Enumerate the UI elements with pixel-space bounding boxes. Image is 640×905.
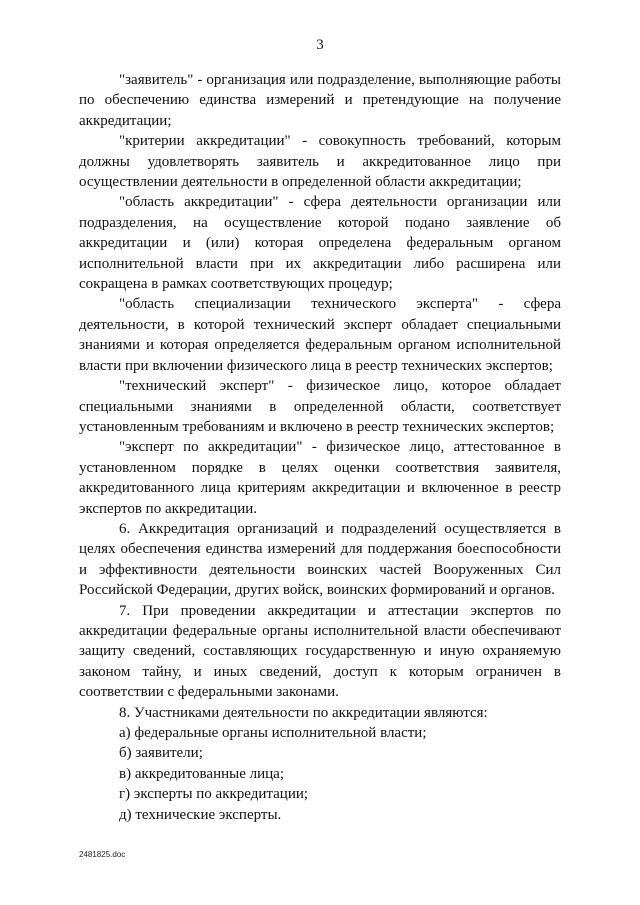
- footer-file-name: 2481825.doc: [79, 850, 126, 859]
- list-item: г) эксперты по аккредитации;: [119, 786, 309, 803]
- list-item: в) аккредитованные лица;: [119, 765, 284, 782]
- definition-expert-specialization: "область специализации технического эксперта" - сфера деятельности, в которой технический эксперт обладает специальными знаниями и которая определяется федеральным органом исполнительной власти при включении физического лица в реестр технических экспертов;: [79, 296, 561, 374]
- clause-8: 8. Участниками деятельности по аккредитации являются:: [119, 704, 488, 721]
- clause-6: 6. Аккредитация организаций и подразделений осуществляется в целях обеспечения единства измерений для поддержания боеспособности и эффективности деятельности воинских частей Вооруженных Сил Российской Федерации, других войск, воинских формирований и органов.: [79, 520, 561, 599]
- clause-7: 7. При проведении аккредитации и аттестации экспертов по аккредитации федеральные органы исполнительной власти обеспечивают защиту сведений, составляющих государственную и иную охраняемую законом тайну, и иных сведений, доступ к которым ограничен в соответствии с федеральными законами.: [79, 602, 561, 701]
- definition-accreditation-expert: "эксперт по аккредитации" - физическое лицо, аттестованное в установленном порядке в целях оценки соответствия заявителя, аккредитованного лица критериям аккредитации и включенное в реестр экспертов по аккредитации.: [79, 439, 561, 517]
- definition-accreditation-criteria: "критерии аккредитации" - совокупность требований, которым должны удовлетворять заявитель и аккредитованное лицо при осуществлении деятельности в определенной области аккредитации;: [79, 133, 561, 191]
- document-body: [79, 70, 561, 825]
- list-item: а) федеральные органы исполнительной власти;: [119, 725, 427, 741]
- definition-accreditation-scope: "область аккредитации" - сфера деятельности организации или подразделения, на осуществление которой подано заявление об аккредитации и (или) которая определена федеральным органом исполнительной власти при их аккредитации либо расширена или сокращена в рамках соответствующих процедур;: [79, 194, 561, 293]
- list-item: д) технические эксперты.: [119, 806, 282, 823]
- list-item: б) заявители;: [119, 745, 203, 762]
- page-number: 3: [316, 37, 324, 53]
- definition-applicant: "заявитель" - организация или подразделение, выполняющие работы по обеспечению единства измерений и претендующие на получение аккредитации;: [79, 72, 561, 129]
- definition-technical-expert: "технический эксперт" - физическое лицо, которое обладает специальными знаниями в определенной области, соответствует установленным требованиям и включено в реестр технических экспертов;: [79, 378, 561, 435]
